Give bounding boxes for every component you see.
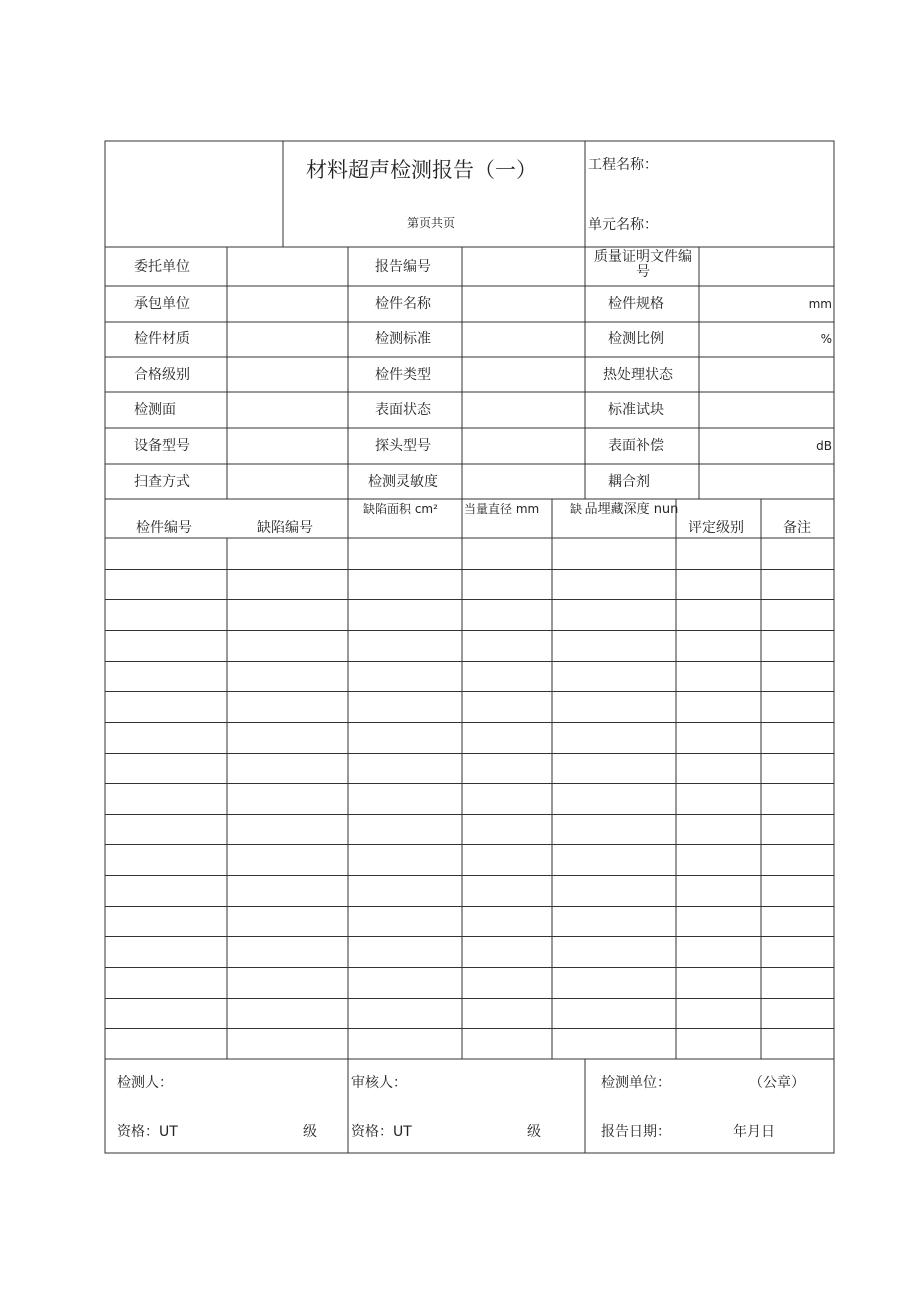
label-part-name: 检件名称 <box>375 296 431 312</box>
col-depth: 品埋藏深度 nun <box>584 502 679 517</box>
page-info: 第页共页 <box>407 216 456 230</box>
label-surface-comp: 表面补偿 <box>608 438 664 454</box>
report-date-label: 报告日期： <box>601 1124 671 1140</box>
label-grade: 合格级别 <box>134 367 190 383</box>
label-heat-state: 热处理状态 <box>603 367 673 383</box>
seal-placeholder: （公章） <box>749 1075 805 1091</box>
label-device-model: 设备型号 <box>134 438 190 454</box>
col-depth-prefix: 缺 <box>570 502 583 516</box>
label-part-type: 检件类型 <box>375 367 431 383</box>
label-material: 检件材质 <box>134 331 190 347</box>
label-surface-tested: 检测面 <box>134 402 176 418</box>
label-sensitivity: 检测灵敏度 <box>368 474 438 490</box>
col-level: 评定级别 <box>688 520 744 536</box>
label-surface-state: 表面状态 <box>375 402 431 418</box>
label-probe-model: 探头型号 <box>375 438 431 454</box>
report-title: 材料超声检测报告（一） <box>306 158 537 182</box>
tester-qualification: 资格：UT <box>117 1124 178 1140</box>
report-date-value: 年月日 <box>733 1124 775 1140</box>
reviewer-label: 审核人： <box>351 1075 407 1091</box>
label-quality-cert: 质量证明文件编号 <box>594 249 692 280</box>
unit-name-label: 单元名称： <box>588 217 658 233</box>
label-client: 委托单位 <box>134 259 190 275</box>
project-name-label: 工程名称： <box>588 157 658 173</box>
label-part-spec: 检件规格 <box>608 296 664 312</box>
col-remark: 备注 <box>783 520 811 536</box>
unit-mm: mm <box>808 297 832 311</box>
reviewer-level-suffix: 级 <box>527 1124 541 1140</box>
label-ratio: 检测比例 <box>608 331 664 347</box>
label-scan-mode: 扫查方式 <box>134 474 190 490</box>
label-contractor: 承包单位 <box>134 296 190 312</box>
reviewer-qualification: 资格：UT <box>351 1124 412 1140</box>
col-part-no: 检件编号 <box>136 520 192 536</box>
col-area: 缺陷面积 cm² <box>363 502 438 516</box>
unit-percent: % <box>820 332 832 346</box>
label-standard: 检测标准 <box>375 331 431 347</box>
unit-db: dB <box>816 439 832 453</box>
tester-level-suffix: 级 <box>303 1124 317 1140</box>
col-equiv-dia: 当量直径 mm <box>464 502 540 516</box>
label-std-block: 标准试块 <box>608 402 664 418</box>
tester-label: 检测人： <box>117 1075 173 1091</box>
col-defect-no: 缺陷编号 <box>257 520 313 536</box>
label-report-no: 报告编号 <box>375 259 431 275</box>
label-couplant: 耦合剂 <box>608 474 650 490</box>
org-label: 检测单位： <box>601 1075 671 1091</box>
table-row-lines <box>105 570 834 1029</box>
